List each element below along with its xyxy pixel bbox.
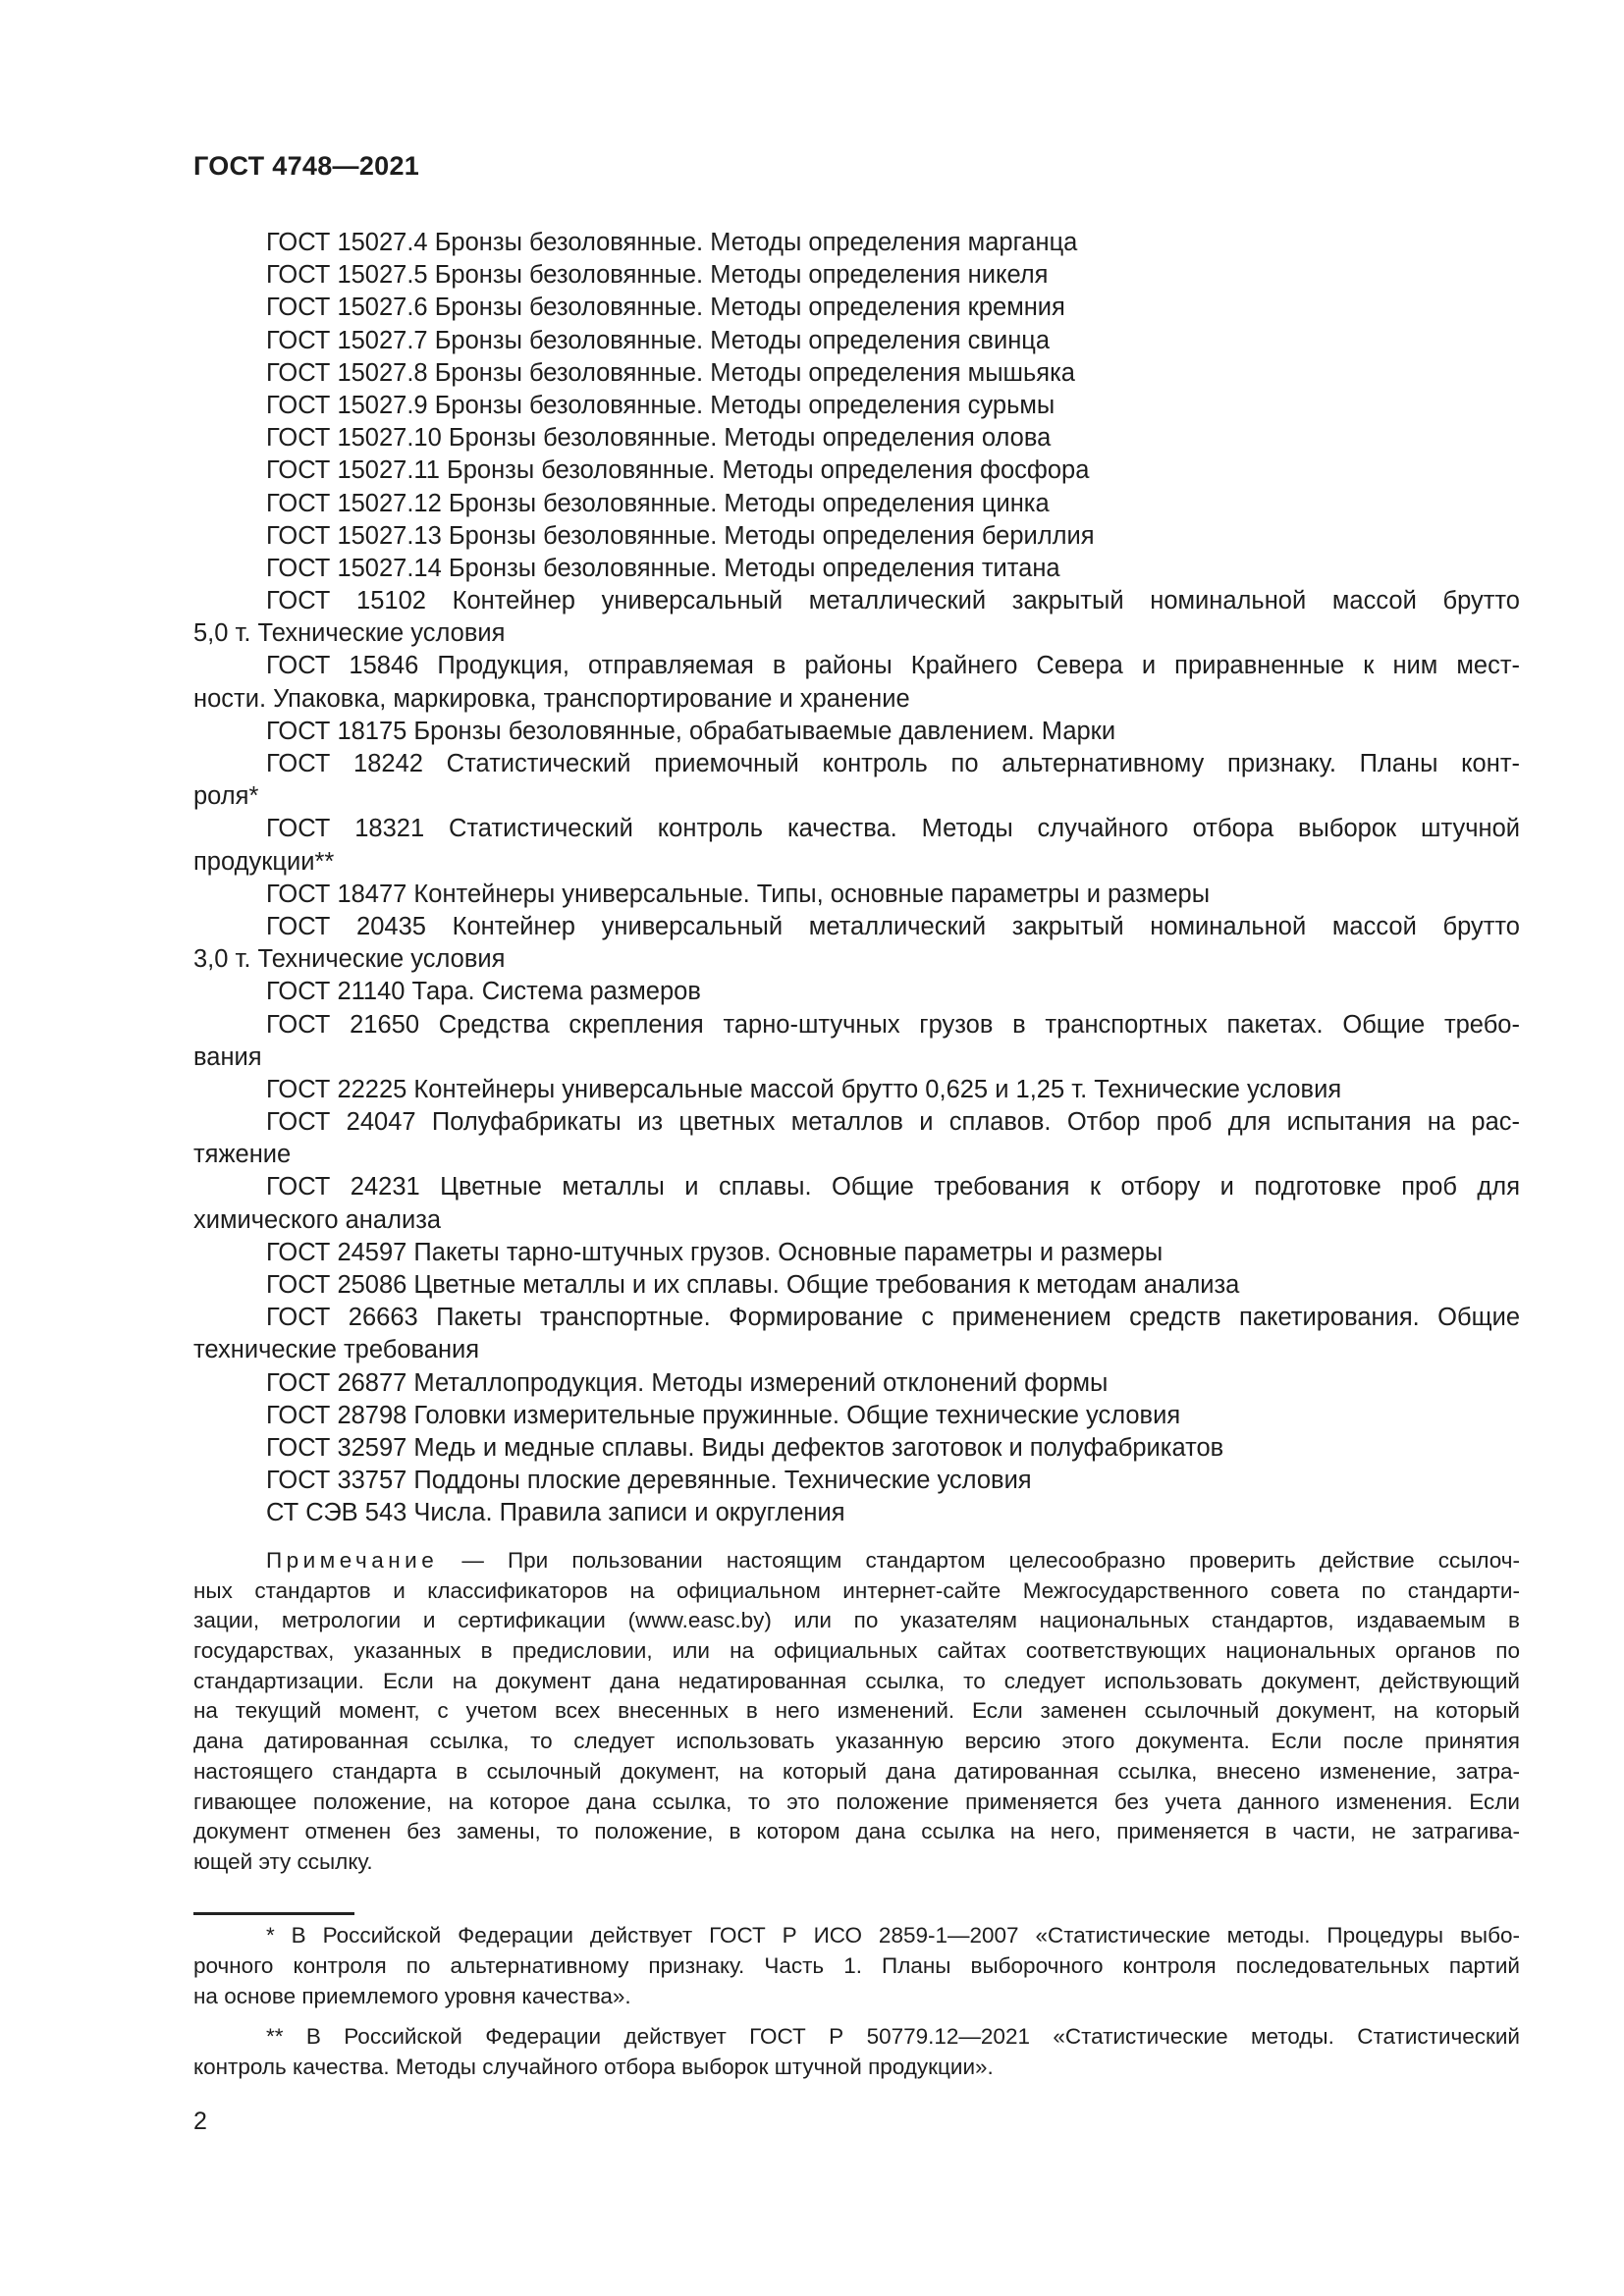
paragraph-line: химического анализа [193, 1205, 442, 1234]
reference-item [193, 390, 1520, 422]
paragraph-line: ГОСТ 15027.10 Бронзы безоловянные. Методы определения олова [266, 424, 1052, 453]
document-header: ГОСТ 4748—2021 [193, 151, 420, 181]
note-line: ных стандартов и классификаторов на официальном интернет-сайте Межгосударственного совета по стандарти- [193, 1577, 1520, 1603]
note-line: дана датированная ссылка, то следует использовать указанную версию этого документа. Если после принятия [193, 1729, 1520, 1754]
paragraph-line: ГОСТ 24597 Пакеты тарно-штучных грузов. Основные параметры и размеры [266, 1238, 1164, 1266]
footnote-2 [193, 2021, 1520, 2082]
paragraph-line: ГОСТ 24047 Полуфабрикаты из цветных металлов и сплавов. Отбор проб для испытания на рас- [266, 1108, 1520, 1137]
paragraph-line: ГОСТ 15027.9 Бронзы безоловянные. Методы определения сурьмы [266, 391, 1056, 419]
reference-item [193, 1269, 1520, 1302]
note-first-line [193, 1546, 1520, 1576]
paragraph-line: 5,0 т. Технические условия [193, 619, 506, 648]
paragraph-line: * В Российской Федерации действует ГОСТ Р ИСО 2859-1—2007 «Статистические методы. Процедуры выбо- [266, 1923, 1520, 1948]
reference-item [193, 1106, 1520, 1171]
paragraph-line: ГОСТ 15846 Продукция, отправляемая в районы Крайнего Севера и приравненные к ним мест- [266, 652, 1520, 680]
reference-item [193, 813, 1520, 878]
paragraph-line: ГОСТ 32597 Медь и медные сплавы. Виды дефектов заготовок и полуфабрикатов [266, 1433, 1224, 1462]
note-line: настоящего стандарта в ссылочный документ, на который дана датированная ссылка, внесено изменение, затра- [193, 1758, 1520, 1784]
reference-item [193, 454, 1520, 487]
reference-item [193, 879, 1520, 911]
paragraph-line: ГОСТ 28798 Головки измерительные пружинные. Общие технические условия [266, 1401, 1181, 1429]
normative-references-list [193, 227, 1520, 1530]
reference-item [193, 422, 1520, 454]
reference-item [193, 585, 1520, 650]
reference-item [193, 1400, 1520, 1432]
paragraph-line: ГОСТ 25086 Цветные металлы и их сплавы. Общие требования к методам анализа [266, 1271, 1240, 1299]
paragraph-line: ГОСТ 20435 Контейнер универсальный металлический закрытый номинальной массой брутто [266, 912, 1520, 940]
reference-item [193, 553, 1520, 585]
reference-item [193, 520, 1520, 553]
reference-item [193, 292, 1520, 324]
paragraph-line: вания [193, 1042, 262, 1071]
paragraph-line: ГОСТ 22225 Контейнеры универсальные массой брутто 0,625 и 1,25 т. Технические условия [266, 1075, 1342, 1103]
reference-item [193, 716, 1520, 748]
paragraph-line: ГОСТ 15027.6 Бронзы безоловянные. Методы определения кремния [266, 294, 1065, 322]
reference-item [193, 488, 1520, 520]
footnote-separator [193, 1912, 354, 1915]
reference-item [193, 911, 1520, 976]
reference-item [193, 1432, 1520, 1465]
reference-item [193, 1367, 1520, 1400]
reference-item [193, 227, 1520, 259]
note-block [193, 1546, 1520, 1878]
note-label: Примечание [266, 1548, 439, 1573]
paragraph-line: продукции** [193, 847, 335, 876]
paragraph-line: ности. Упаковка, маркировка, транспортирование и хранение [193, 684, 910, 713]
reference-item [193, 650, 1520, 715]
paragraph-line: на основе приемлемого уровня качества». [193, 1984, 631, 2008]
reference-item [193, 976, 1520, 1008]
page-number: 2 [193, 2108, 207, 2135]
note-line: государствах, указанных в предисловии, или на официальных сайтах соответствующих национальных органов по [193, 1638, 1520, 1664]
reference-item [193, 1237, 1520, 1269]
reference-item [193, 357, 1520, 390]
paragraph-line: тяжение [193, 1141, 292, 1169]
paragraph-line: ГОСТ 15027.14 Бронзы безоловянные. Методы определения титана [266, 554, 1060, 582]
paragraph-line: технические требования [193, 1336, 480, 1364]
paragraph-line: ГОСТ 15102 Контейнер универсальный металлический закрытый номинальной массой брутто [266, 587, 1520, 615]
paragraph-line: роля* [193, 782, 259, 811]
reference-item [193, 1302, 1520, 1366]
paragraph-line: ГОСТ 18242 Статистический приемочный контроль по альтернативному признаку. Планы конт- [266, 750, 1520, 777]
paragraph-line: ГОСТ 33757 Поддоны плоские деревянные. Технические условия [266, 1467, 1032, 1495]
paragraph-line: ГОСТ 15027.7 Бронзы безоловянные. Методы определения свинца [266, 326, 1051, 354]
paragraph-line: ГОСТ 18321 Статистический контроль качества. Методы случайного отбора выборок штучной [266, 815, 1520, 843]
reference-item [193, 1074, 1520, 1106]
reference-item [193, 325, 1520, 357]
paragraph-line: ГОСТ 18175 Бронзы безоловянные, обрабатываемые давлением. Марки [266, 717, 1116, 745]
reference-item [193, 1497, 1520, 1529]
reference-item [193, 748, 1520, 813]
paragraph-line: СТ СЭВ 543 Числа. Правила записи и округления [266, 1499, 845, 1527]
paragraph-line: ГОСТ 15027.8 Бронзы безоловянные. Методы определения мышьяка [266, 358, 1075, 387]
paragraph-line: ** В Российской Федерации действует ГОСТ Р 50779.12—2021 «Статистические методы. Статистический [266, 2024, 1520, 2049]
note-line: зации, метрологии и сертификации (www.easc.by) или по указателям национальных стандартов, издаваемым в [193, 1608, 1520, 1633]
paragraph-line: ГОСТ 15027.11 Бронзы безоловянные. Методы определения фосфора [266, 456, 1090, 485]
reference-item [193, 1171, 1520, 1236]
note-line: на текущий момент, с учетом всех внесенных в него изменений. Если заменен ссылочный документ, на который [193, 1698, 1520, 1724]
paragraph-line: ГОСТ 15027.4 Бронзы безоловянные. Методы определения марганца [266, 229, 1078, 256]
paragraph-line: ГОСТ 21650 Средства скрепления тарно-штучных грузов в транспортных пакетах. Общие требо- [266, 1010, 1520, 1039]
paragraph-line: ГОСТ 15027.12 Бронзы безоловянные. Методы определения цинка [266, 489, 1050, 517]
paragraph-line: 3,0 т. Технические условия [193, 945, 506, 974]
paragraph-line: ГОСТ 24231 Цветные металлы и сплавы. Общие требования к отбору и подготовке проб для [266, 1173, 1520, 1201]
paragraph-line: ГОСТ 26663 Пакеты транспортные. Формирование с применением средств пакетирования. Общие [266, 1304, 1520, 1332]
paragraph-line: ГОСТ 15027.13 Бронзы безоловянные. Методы определения бериллия [266, 521, 1095, 550]
footnote-1 [193, 1920, 1520, 2011]
note-line: документ отменен без замены, то положение, в котором дана ссылка на него, применяется в части, не затрагива- [193, 1819, 1520, 1844]
note-line: ющей эту ссылку. [193, 1848, 373, 1874]
paragraph-line: ГОСТ 26877 Металлопродукция. Методы измерений отклонений формы [266, 1368, 1109, 1397]
reference-item [193, 259, 1520, 292]
reference-item [193, 1465, 1520, 1497]
paragraph-line: контроль качества. Методы случайного отбора выборок штучной продукции». [193, 2055, 994, 2079]
note-text: — При пользовании настоящим стандартом целесообразно проверить действие ссылоч- [438, 1548, 1520, 1573]
note-line: стандартизации. Если на документ дана недатированная ссылка, то следует использовать документ, действующий [193, 1668, 1520, 1693]
paragraph-line: ГОСТ 18477 Контейнеры универсальные. Типы, основные параметры и размеры [266, 880, 1211, 908]
note-line: гивающее положение, на которое дана ссылка, то это положение применяется без учета данного изменения. Если [193, 1789, 1520, 1814]
paragraph-line: ГОСТ 21140 Тара. Система размеров [266, 978, 701, 1006]
paragraph-line: рочного контроля по альтернативному признаку. Часть 1. Планы выборочного контроля последовательных партий [193, 1953, 1520, 1978]
paragraph-line: ГОСТ 15027.5 Бронзы безоловянные. Методы определения никеля [266, 261, 1049, 290]
reference-item [193, 1009, 1520, 1074]
